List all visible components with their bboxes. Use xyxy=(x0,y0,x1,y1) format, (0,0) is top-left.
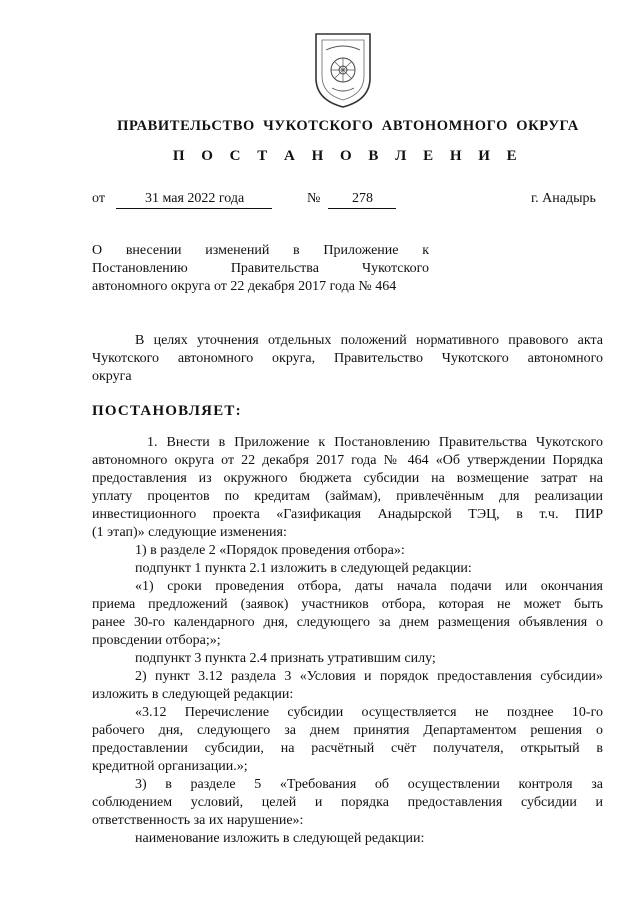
body-line: 1) в разделе 2 «Порядок проведения отбора»: xyxy=(135,543,405,558)
body-line: рабочего дня, следующего за днем принятия Департаментом решения о xyxy=(92,723,603,738)
body-line: соблюдением условий, целей и порядка предоставления субсидии и xyxy=(92,795,603,810)
body-line: «3.12 Перечисление субсидии осуществляется не позднее 10-го xyxy=(135,705,603,720)
body-line: подпункт 1 пункта 2.1 изложить в следующей редакции: xyxy=(135,561,472,576)
body-line: уплату процентов по кредитам (займам), привлечённым для реализации xyxy=(92,489,603,504)
number-prefix: № xyxy=(307,191,321,206)
body-line: «1) сроки проведения отбора, даты начала подачи или окончания xyxy=(135,579,603,594)
body-line: приема предложений (заявок) участников отбора, которая не может быть xyxy=(92,597,603,612)
body-line: 3) в разделе 5 «Требования об осуществлении контроля за xyxy=(135,777,603,792)
body-line: ответственность за их нарушение»: xyxy=(92,813,304,828)
body-line: наименование изложить в следующей редакции: xyxy=(135,831,425,846)
body-line: предоставлении субсидии, на расчётный счёт получателя, открытый в xyxy=(92,741,603,756)
body-line: провсдении отбора;»; xyxy=(92,633,221,648)
decree-word: ПОСТАНОВЛЯЕТ: xyxy=(92,403,242,419)
preamble-line: Чукотского автономного округа, Правительство Чукотского автономного xyxy=(92,351,603,366)
number-underline xyxy=(328,208,396,209)
subject-line: Постановлению Правительства Чукотского xyxy=(92,261,429,276)
date-underline xyxy=(116,208,272,209)
body-line: 1. Внести в Приложение к Постановлению Правительства Чукотского xyxy=(147,435,603,450)
body-line: автономного округа от 22 декабря 2017 года № 464 «Об утверждении Порядка xyxy=(92,453,603,468)
document-number: 278 xyxy=(352,191,373,206)
date-prefix: от xyxy=(92,191,105,206)
organization-title: ПРАВИТЕЛЬСТВО ЧУКОТСКОГО АВТОНОМНОГО ОКРУГА xyxy=(117,118,579,134)
document-type: П О С Т А Н О В Л Е Н И Е xyxy=(172,148,524,164)
preamble-line: В целях уточнения отдельных положений нормативного правового акта xyxy=(135,333,603,348)
document-date: 31 мая 2022 года xyxy=(145,191,245,206)
body-line: изложить в следующей редакции: xyxy=(92,687,294,702)
body-line: ранее 30-го календарного дня, следующего за днем размещения объявления о xyxy=(92,615,603,630)
body-line: подпункт 3 пункта 2.4 признать утратившим силу; xyxy=(135,651,436,666)
body-line: предоставления из окружного бюджета субсидии на возмещение затрат на xyxy=(92,471,603,486)
document-place: г. Анадырь xyxy=(531,191,596,206)
body-line: кредитной организации.»; xyxy=(92,759,248,774)
body-line: инвестиционного проекта «Газификация Анадырской ТЭЦ, в т.ч. ПИР xyxy=(92,507,603,522)
body-line: 2) пункт 3.12 раздела 3 «Условия и порядок предоставления субсидии» xyxy=(135,669,603,684)
coat-of-arms-emblem xyxy=(310,30,376,110)
preamble-line: округа xyxy=(92,369,132,384)
subject-line: автономного округа от 22 декабря 2017 года № 464 xyxy=(92,279,397,294)
body-line: (1 этап)» следующие изменения: xyxy=(92,525,287,540)
subject-line: О внесении изменений в Приложение к xyxy=(92,243,429,258)
